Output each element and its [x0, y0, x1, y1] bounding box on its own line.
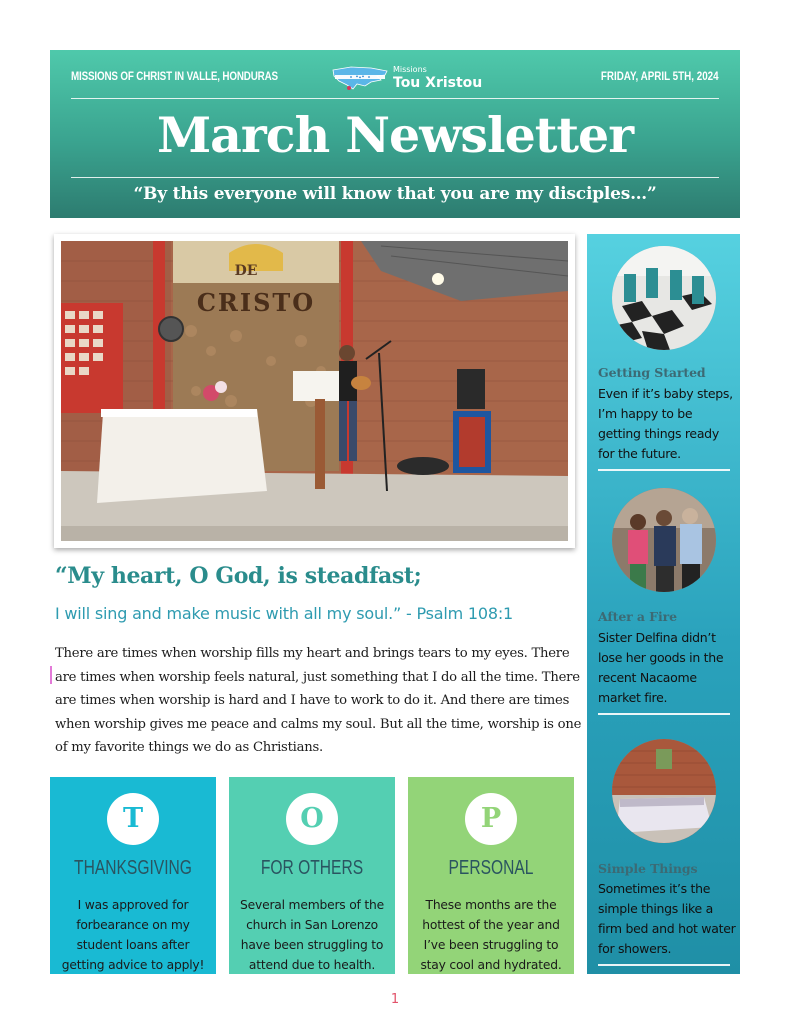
sidebar-photo-after-fire — [612, 488, 716, 592]
header-tagline: “By this everyone will know that you are my disciples…” — [133, 184, 657, 204]
sidebar-heading-after-fire: After a Fire — [598, 609, 677, 624]
for-others-text: Several members of the church in San Lorenzo have been struggling to attend due to health. — [240, 898, 384, 972]
sign-text: CRISTO — [196, 288, 316, 317]
header-divider-bottom — [71, 177, 719, 178]
personal-text: These months are the hottest of the year and I’ve been struggling to stay cool and hydrated. — [420, 898, 562, 972]
sidebar-text-simple-things: Sometimes it’s the simple things like a firm bed and hot water for showers. — [598, 881, 736, 956]
letter-t-badge: T — [107, 793, 159, 845]
article-body: There are times when worship fills my heart and brings tears to my eyes. There are times when worship feels natural, just something that I do all the time. There are times when worship is hard and I have to work to do it. And there are times when worship gives me peace and calms my soul. But all the time, worship is one of my favorite things we do as Christians. — [55, 646, 582, 755]
sidebar-photo-getting-started — [612, 246, 716, 350]
sidebar-text-getting-started: Even if it’s baby steps, I’m happy to be getting things ready for the future. — [598, 386, 733, 461]
for-others-title: FOR OTHERS — [260, 857, 364, 879]
letter-p-badge: P — [465, 793, 517, 845]
logo-small-text: Missions — [393, 65, 427, 74]
sidebar-divider — [598, 964, 730, 966]
organization-name: MISSIONS OF CHRIST IN VALLE, HONDURAS — [71, 69, 278, 83]
bedroom-photo — [612, 739, 716, 843]
honduras-flag-map-icon — [331, 64, 389, 92]
sidebar-photo-simple-things — [612, 739, 716, 843]
people-group-photo — [612, 488, 716, 592]
header-divider-top — [71, 98, 719, 99]
tiled-room-photo — [612, 246, 716, 350]
scripture-quote: “My heart, O God, is steadfast; — [55, 563, 422, 589]
sidebar-heading-getting-started: Getting Started — [598, 365, 706, 380]
main-photo-frame — [54, 234, 575, 548]
scripture-quote-continued: I will sing and make music with all my soul.” - Psalm 108:1 — [55, 604, 513, 623]
sidebar-text-after-fire: Sister Delfina didn’t lose her goods in the recent Nacaome market fire. — [598, 630, 724, 705]
sidebar-divider — [598, 713, 730, 715]
thanksgiving-text: I was approved for forbearance on my student loans after getting advice to apply! — [61, 898, 205, 972]
church-worship-photo — [61, 241, 568, 541]
sidebar-heading-simple-things: Simple Things — [598, 861, 698, 876]
logo-main-text: Tou Xristou — [393, 75, 483, 91]
personal-title: PERSONAL — [448, 857, 534, 879]
letter-o-badge: O — [286, 793, 338, 845]
sidebar-divider — [598, 469, 730, 471]
personal-box — [408, 777, 574, 974]
logo — [331, 62, 491, 94]
issue-date: FRIDAY, APRIL 5TH, 2024 — [601, 69, 719, 83]
sign-partial-text: DE — [234, 263, 258, 279]
newsletter-header — [50, 50, 740, 218]
thanksgiving-title: THANKSGIVING — [74, 857, 192, 879]
for-others-box — [229, 777, 395, 974]
page-number: 1 — [390, 992, 400, 1007]
text-cursor-marker — [50, 666, 52, 684]
header-top-bar — [50, 50, 740, 98]
newsletter-title: March Newsletter — [156, 106, 634, 164]
sidebar — [587, 234, 740, 974]
thanksgiving-box — [50, 777, 216, 974]
